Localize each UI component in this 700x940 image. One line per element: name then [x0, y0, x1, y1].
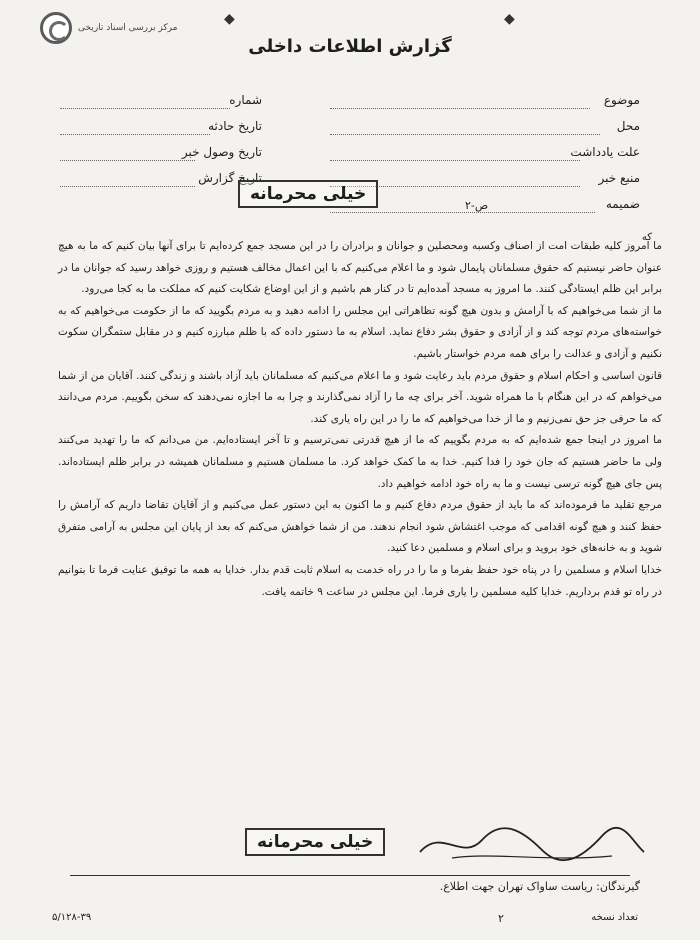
field-event-date-line: [60, 134, 210, 135]
field-report-date-line: [60, 186, 195, 187]
field-number-line: [60, 108, 230, 109]
body-paragraph: خدایا اسلام و مسلمین را در پناه خود حفظ بفرما و ما را در راه خدمت به اسلام ثابت قدم بدار. خدایا به همه ما توفیق عنایت فرما تا بتوانیم در راه تو قدم برداریم. خدایا کلیه مسلمین را یاری فرما. این مجلس در ساعت ۹ خاتمه یافت.: [58, 563, 662, 598]
diamond-icon: ◆: [504, 11, 515, 27]
body-paragraph: ما امروز کلیه طبقات امت از اصناف وکسبه ومحصلین و جوانان و برادران را در این مسجد جمع کرده‌ایم تا برای آنها بیان کنیم که ما به هیچ عنوان حاضر نیستیم که حقوق مسلمانان پایمال شود و ما اعلام می‌کنیم که با این اعمال مخالف هستیم و روزی خواهد رسید که جوانان ما در برابر این ظلم ایستادگی کنند. ما امروز به مسجد آمده‌ایم تا در کنار هم باشیم و از این اوضاع شکایت کنیم که مملکت ما به کجا می‌رود.: [58, 240, 662, 296]
field-reason-label: علت یادداشت: [570, 145, 640, 159]
body-paragraph: مرجع تقلید ما فرموده‌اند که ما باید از حقوق مردم دفاع کنیم و ما اکنون به این دستور عمل می‌کنیم و از آقایان تقاضا داریم که آرامش را حفظ کنند و هیچ گونه اقدامی که موجب اغتشاش شود انجام ندهند. من از شما خواهش می‌کنم که بعد از پایان این مجلس به آرامی متفرق شوید و به خانه‌های خود بروید و برای اسلام و مسلمین دعا کنید.: [58, 499, 662, 555]
field-receipt-date-label: تاریخ وصول خبر: [181, 145, 262, 159]
field-report-date-label: تاریخ گزارش: [198, 171, 262, 185]
confidential-stamp: خیلی محرمانه: [238, 180, 378, 208]
copies-label: تعداد نسخه: [591, 912, 638, 923]
field-appendix-label: ضمیمه: [605, 197, 640, 211]
field-event-date-label: تاریخ حادثه: [208, 119, 262, 133]
confidential-stamp-bottom: خیلی محرمانه: [245, 828, 385, 856]
footer-divider: [70, 875, 630, 876]
body-paragraph: ما از شما می‌خواهیم که با آرامش و بدون هیچ گونه تظاهراتی این مجلس را ادامه دهید و به مردم بگویید که ما از حکومت می‌خواهیم که به خواسته‌های مردم توجه کند و از آزادی و حقوق بشر دفاع نماید. اسلام به ما دستور داده که با ظلم مبارزه کنیم و در مقابل ستمگران سکوت نکنیم و آزادی و عدالت را برای همه مردم خواستار باشیم.: [58, 304, 662, 360]
recipients-line: گیرندگان: ریاست ساواک تهران جهت اطلاع.: [439, 880, 640, 893]
field-subject-line: [330, 108, 590, 109]
field-appendix-line: [330, 212, 595, 213]
body-paragraph: ما امروز در اینجا جمع شده‌ایم که به مردم بگوییم که ما از هیچ قدرتی نمی‌ترسیم و تا آخر ایستاده‌ایم. من می‌دانم که ما را تهدید می‌کنند ولی ما حاضر هستیم که جان خود را فدا کنیم. خدا به ما کمک خواهد کرد. ما مسلمان هستیم و مسلمانان همیشه در برابر ظلم ایستاده‌اند. پس جای هیچ گونه ترسی نیست و ما به راه خود ادامه خواهیم داد.: [58, 434, 662, 490]
page-title: گزارش اطلاعات داخلی: [248, 36, 452, 57]
logo-text: مرکز بررسی اسناد تاریخی: [78, 23, 178, 33]
field-reason-line: [330, 160, 580, 161]
signature: [412, 822, 652, 866]
field-location-label: محل: [616, 119, 640, 133]
corner-mark: که: [641, 232, 652, 243]
field-receipt-date-line: [60, 160, 195, 161]
page-number: ص-۲: [465, 199, 489, 212]
diamond-icon: ◆: [224, 11, 235, 27]
field-location-line: [330, 134, 600, 135]
field-source-label: منبع خبر: [598, 171, 640, 185]
footer-page-number: ۲: [498, 912, 504, 925]
archive-code: ۵/۱۲۸-۳۹: [52, 912, 92, 923]
body-paragraph: قانون اساسی و احکام اسلام و حقوق مردم باید رعایت شود و ما اعلام می‌کنیم که مسلمانان باید آزاد باشند و زندگی کنند. آقایان من از شما می‌خواهم که در این هنگام با ما همراه شوید. آخر برای چه ما را آزاد نمی‌گذارند و چرا به ما اجازه نمی‌دهند که سخن بگوییم. مردم می‌دانند که ما حرفی جز حق نمی‌زنیم و ما از خدا می‌خواهیم که ما را در این راه یاری کند.: [58, 369, 662, 425]
field-number-label: شماره: [229, 93, 262, 107]
report-body: [58, 236, 662, 603]
field-subject-label: موضوع: [603, 93, 640, 107]
